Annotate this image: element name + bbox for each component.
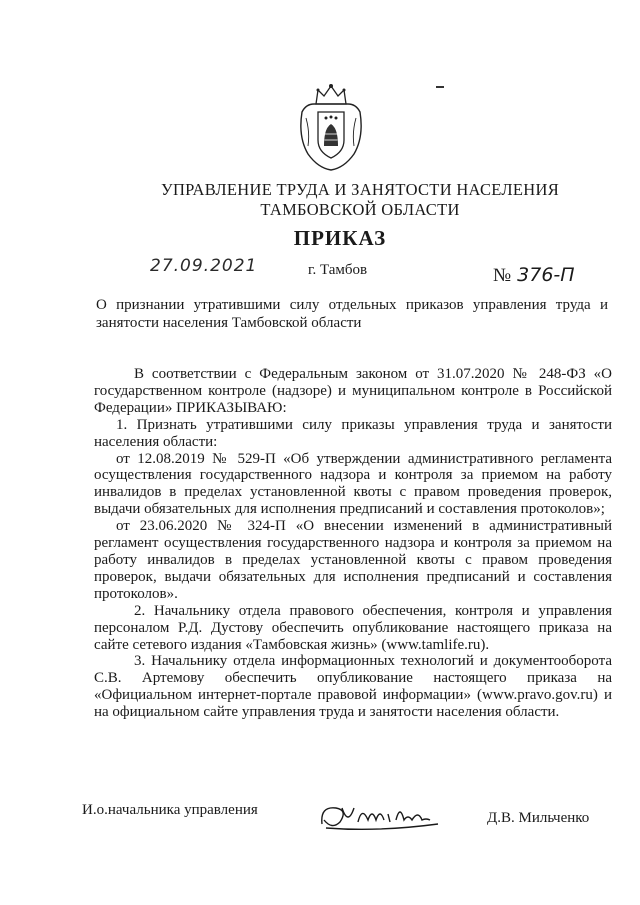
signatory-role: И.о.начальника управления	[82, 802, 258, 818]
scan-mark	[436, 86, 444, 88]
item-3: 3. Начальнику отдела информационных технологий и документооборота С.В. Артемову обеспечить опубликование настоящего приказа на «Официальном интернет-портале правовой информации» (www.pravo.gov.ru) и на официальном сайте управления труда и занятости населения области.	[94, 653, 612, 721]
tambov-coat-of-arms-icon	[296, 82, 366, 172]
department-line-1: УПРАВЛЕНИЕ ТРУДА И ЗАНЯТОСТИ НАСЕЛЕНИЯ	[160, 180, 560, 199]
item-1-a: от 12.08.2019 № 529-П «Об утверждении административного регламента осуществления государственного надзора и контроля за приемом на работу инвалидов в пределах установленной квоты с правом проведения проверок, выдачи обязательных для исполнения предписаний и составления протоколов»;	[94, 450, 612, 518]
handwritten-signature	[318, 796, 468, 836]
handwritten-date: 27.09.2021	[150, 256, 258, 276]
preamble: В соответствии с Федеральным законом от 31.07.2020 № 248-ФЗ «О государственном контроле (надзоре) и муниципальном контроле в Российской Федерации» ПРИКАЗЫВАЮ:	[94, 366, 612, 416]
department-line-2: ТАМБОВСКОЙ ОБЛАСТИ	[260, 200, 460, 219]
number-sign: №	[493, 265, 512, 286]
order-body	[94, 366, 612, 721]
signatory-name: Д.В. Мильченко	[487, 810, 590, 826]
item-1: 1. Признать утратившими силу приказы управления труда и занятости населения области:	[94, 416, 612, 450]
order-number	[493, 264, 575, 287]
item-1-b: от 23.06.2020 № 324-П «О внесении изменений в административный регламент осуществления государственного надзора и контроля за приемом на работу инвалидов в пределах установленной квоты с правом проведения проверок, выдачи обязательных для исполнения предписаний и составления протоколов».	[94, 518, 612, 602]
item-2: 2. Начальнику отдела правового обеспечения, контроля и управления персоналом Р.Д. Дустову обеспечить опубликование настоящего приказа на сайте сетевого издания «Тамбовская жизнь» (www.tamlife.ru).	[94, 602, 612, 653]
document-type: ПРИКАЗ	[293, 226, 387, 250]
city: г. Тамбов	[308, 262, 368, 278]
department-name	[160, 180, 560, 220]
order-subject: О признании утратившими силу отдельных приказов управления труда и занятости населения Тамбовской области	[96, 297, 608, 331]
handwritten-number: 376-П	[517, 264, 575, 286]
